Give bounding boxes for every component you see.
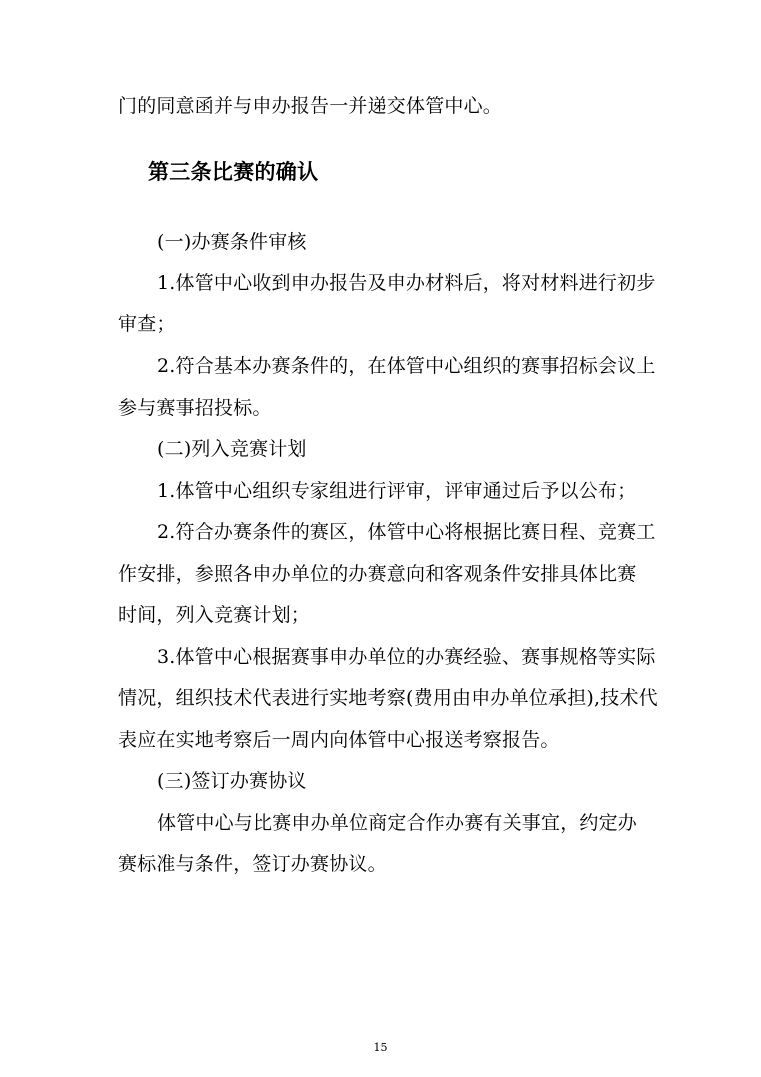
page-number: 15	[373, 1041, 388, 1054]
paragraph-6-line-2: 赛标准与条件，签订办赛协议。	[118, 853, 387, 875]
paragraph-4-line-1: 2.符合办赛条件的赛区，体管中心将根据比赛日程、竞赛工	[157, 521, 656, 543]
paragraph-5-line-3: 表应在实地考察后一周内向体管中心报送考察报告。	[118, 729, 560, 751]
paragraph-continuation: 门的同意函并与申办报告一并递交体管中心。	[118, 95, 503, 117]
subsection-heading-3: (三)签订办赛协议	[157, 770, 307, 792]
paragraph-4-line-2: 作安排，参照各申办单位的办赛意向和客观条件安排具体比赛	[118, 563, 637, 585]
paragraph-1-line-1: 1.体管中心收到申办报告及申办材料后，将对材料进行初步	[157, 272, 656, 294]
paragraph-2-line-1: 2.符合基本办赛条件的，在体管中心组织的赛事招标会议上	[157, 355, 656, 377]
subsection-heading-1: (一)办赛条件审核	[157, 231, 307, 253]
paragraph-2-line-2: 参与赛事招投标。	[118, 397, 272, 419]
paragraph-3-line-1: 1.体管中心组织专家组进行评审，评审通过后予以公布；	[157, 480, 637, 502]
paragraph-4-line-3: 时间，列入竞赛计划；	[118, 604, 311, 626]
paragraph-5-line-2: 情况，组织技术代表进行实地考察(费用由申办单位承担),技术代	[118, 687, 658, 709]
paragraph-5-line-1: 3.体管中心根据赛事申办单位的办赛经验、赛事规格等实际	[157, 646, 656, 668]
subsection-heading-2: (二)列入竞赛计划	[157, 438, 307, 460]
paragraph-1-line-2: 审查；	[118, 313, 176, 335]
paragraph-6-line-1: 体管中心与比赛申办单位商定合作办赛有关事宜，约定办	[157, 812, 638, 834]
section-heading-article-3: 第三条比赛的确认	[148, 159, 319, 184]
